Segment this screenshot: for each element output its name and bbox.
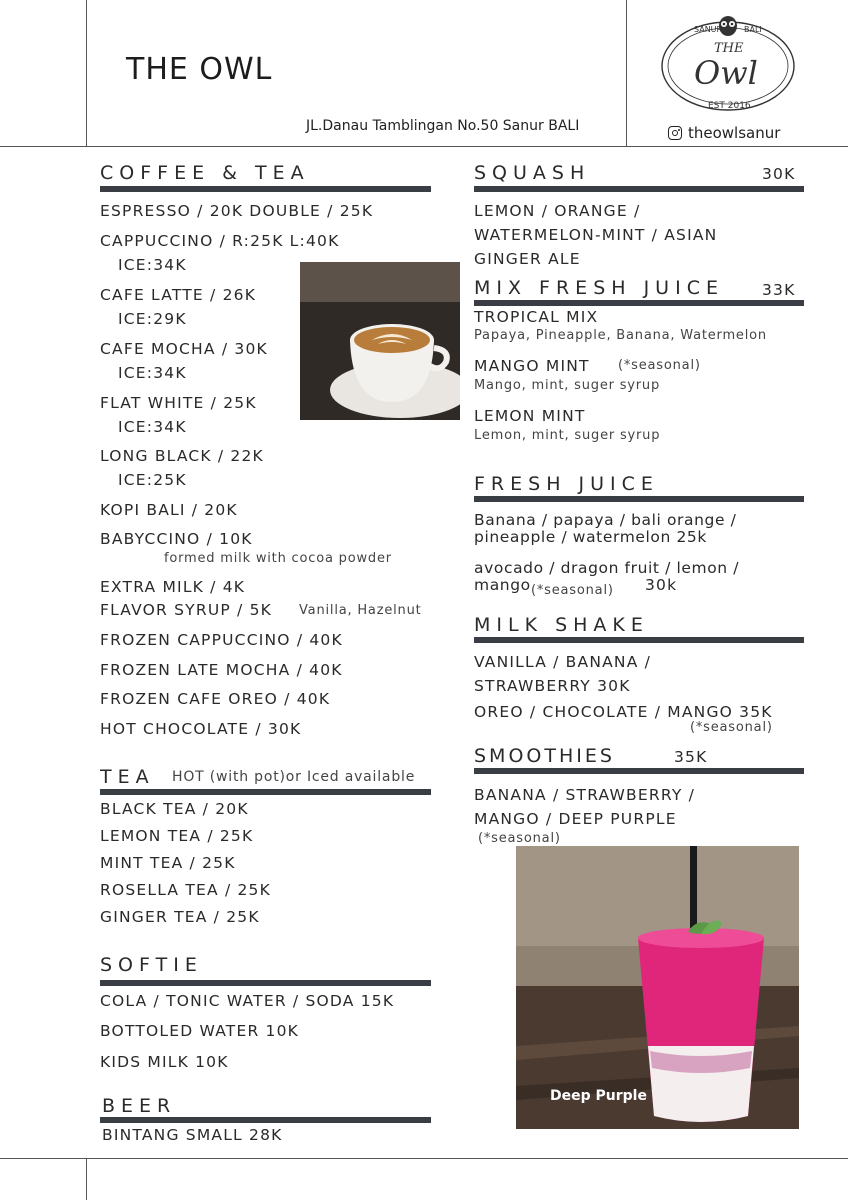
menu-item-ice: ICE:34K bbox=[118, 418, 187, 436]
milk-shake-underline bbox=[474, 637, 804, 643]
menu-item: LEMON TEA / 25K bbox=[100, 827, 254, 845]
smoothies-price: 35K bbox=[674, 748, 708, 766]
menu-item: FROZEN LATE MOCHA / 40K bbox=[100, 661, 343, 679]
juice-desc: Mango, mint, suger syrup bbox=[474, 378, 661, 393]
tea-underline bbox=[100, 789, 431, 795]
juice-name: TROPICAL MIX bbox=[474, 308, 599, 326]
frame-left-line-bottom bbox=[86, 1158, 87, 1200]
menu-item: HOT CHOCOLATE / 30K bbox=[100, 720, 302, 738]
seasonal-tag: (*seasonal) bbox=[478, 831, 561, 846]
menu-item: LEMON / ORANGE / bbox=[474, 202, 641, 220]
logo-sanur-text: SANUR bbox=[694, 25, 723, 34]
logo-bali-text: BALI bbox=[744, 25, 762, 34]
menu-item: KIDS MILK 10K bbox=[100, 1053, 229, 1071]
syrup-note: Vanilla, Hazelnut bbox=[299, 603, 422, 618]
mix-juice-heading: MIX FRESH JUICE bbox=[474, 277, 724, 299]
menu-item: avocado / dragon fruit / lemon / bbox=[474, 559, 740, 577]
fresh-juice-heading: FRESH JUICE bbox=[474, 473, 659, 495]
menu-item: BLACK TEA / 20K bbox=[100, 800, 249, 818]
menu-item: BABYCCINO / 10K bbox=[100, 530, 253, 548]
milk-shake-heading: MILK SHAKE bbox=[474, 614, 649, 636]
menu-item: MINT TEA / 25K bbox=[100, 854, 236, 872]
menu-item: VANILLA / BANANA / bbox=[474, 653, 652, 671]
tea-heading: TEA bbox=[100, 766, 155, 788]
fresh-juice-price2: 30k bbox=[645, 576, 678, 594]
header-divider bbox=[0, 146, 848, 147]
smoothies-underline bbox=[474, 768, 804, 774]
logo-est-text: EST 2016 bbox=[708, 101, 751, 111]
menu-item: LONG BLACK / 22K bbox=[100, 447, 264, 465]
squash-price: 30K bbox=[762, 165, 796, 183]
frame-right-line bbox=[626, 0, 627, 146]
menu-item: FROZEN CAPPUCCINO / 40K bbox=[100, 631, 343, 649]
menu-item: WATERMELON-MINT / ASIAN bbox=[474, 226, 718, 244]
seasonal-tag: (*seasonal) bbox=[531, 583, 614, 598]
menu-item: BINTANG SMALL 28K bbox=[102, 1126, 283, 1144]
menu-item: FLAT WHITE / 25K bbox=[100, 394, 257, 412]
menu-item: pineapple / watermelon 25k bbox=[474, 528, 707, 546]
menu-item: BANANA / STRAWBERRY / bbox=[474, 786, 696, 804]
menu-item: STRAWBERRY 30K bbox=[474, 677, 631, 695]
fresh-juice-underline bbox=[474, 496, 804, 502]
menu-item: BOTTOLED WATER 10K bbox=[100, 1022, 300, 1040]
photo-caption: Deep Purple bbox=[550, 1088, 647, 1104]
menu-item: FLAVOR SYRUP / 5K bbox=[100, 601, 273, 619]
footer-divider bbox=[0, 1158, 848, 1159]
address: JL.Danau Tamblingan No.50 Sanur BALI bbox=[306, 118, 580, 134]
menu-item: ROSELLA TEA / 25K bbox=[100, 881, 271, 899]
beer-heading: BEER bbox=[102, 1095, 177, 1117]
menu-item-ice: ICE:34K bbox=[118, 364, 187, 382]
menu-item: GINGER TEA / 25K bbox=[100, 908, 260, 926]
babyccino-note: formed milk with cocoa powder bbox=[164, 551, 392, 566]
cappuccino-photo bbox=[300, 262, 460, 420]
juice-seasonal-tag: (*seasonal) bbox=[618, 358, 701, 373]
instagram-label: theowlsanur bbox=[688, 124, 781, 142]
squash-underline bbox=[474, 186, 804, 192]
owl-logo bbox=[656, 8, 800, 120]
page-title: THE OWL bbox=[126, 52, 273, 87]
menu-item: KOPI BALI / 20K bbox=[100, 501, 238, 519]
frame-left-line bbox=[86, 0, 87, 146]
menu-item: MANGO / DEEP PURPLE bbox=[474, 810, 677, 828]
menu-item: CAPPUCCINO / R:25K L:40K bbox=[100, 232, 340, 250]
tea-note: HOT (with pot)or Iced available bbox=[172, 769, 416, 785]
menu-item: OREO / CHOCOLATE / MANGO 35K bbox=[474, 703, 773, 721]
menu-item: COLA / TONIC WATER / SODA 15K bbox=[100, 992, 395, 1010]
juice-desc: Lemon, mint, suger syrup bbox=[474, 428, 661, 443]
menu-item: EXTRA MILK / 4K bbox=[100, 578, 246, 596]
menu-item-ice: ICE:25K bbox=[118, 471, 187, 489]
deep-purple-photo bbox=[516, 846, 799, 1129]
menu-item: CAFE MOCHA / 30K bbox=[100, 340, 268, 358]
menu-item: GINGER ALE bbox=[474, 250, 581, 268]
beer-underline bbox=[100, 1117, 431, 1123]
instagram-icon bbox=[668, 126, 682, 140]
softie-underline bbox=[100, 980, 431, 986]
menu-item: mango bbox=[474, 576, 531, 594]
coffee-underline bbox=[100, 186, 431, 192]
menu-item-ice: ICE:34K bbox=[118, 256, 187, 274]
coffee-heading: COFFEE & TEA bbox=[100, 162, 310, 184]
instagram-handle[interactable] bbox=[668, 124, 780, 142]
menu-item-ice: ICE:29K bbox=[118, 310, 187, 328]
juice-name: LEMON MINT bbox=[474, 407, 586, 425]
menu-item: FROZEN CAFE OREO / 40K bbox=[100, 690, 331, 708]
juice-desc: Papaya, Pineapple, Banana, Watermelon bbox=[474, 328, 767, 343]
mix-juice-underline bbox=[474, 300, 804, 306]
logo-the-text: THE bbox=[714, 41, 744, 56]
smoothies-heading: SMOOTHIES bbox=[474, 745, 615, 767]
softie-heading: SOFTIE bbox=[100, 954, 203, 976]
seasonal-tag: (*seasonal) bbox=[690, 720, 773, 735]
menu-item: CAFE LATTE / 26K bbox=[100, 286, 257, 304]
logo-owl-text: Owl bbox=[694, 54, 758, 92]
juice-name: MANGO MINT bbox=[474, 357, 590, 375]
squash-heading: SQUASH bbox=[474, 162, 591, 184]
menu-item: Banana / papaya / bali orange / bbox=[474, 511, 737, 529]
mix-juice-price: 33K bbox=[762, 281, 796, 299]
menu-item: ESPRESSO / 20K DOUBLE / 25K bbox=[100, 202, 374, 220]
